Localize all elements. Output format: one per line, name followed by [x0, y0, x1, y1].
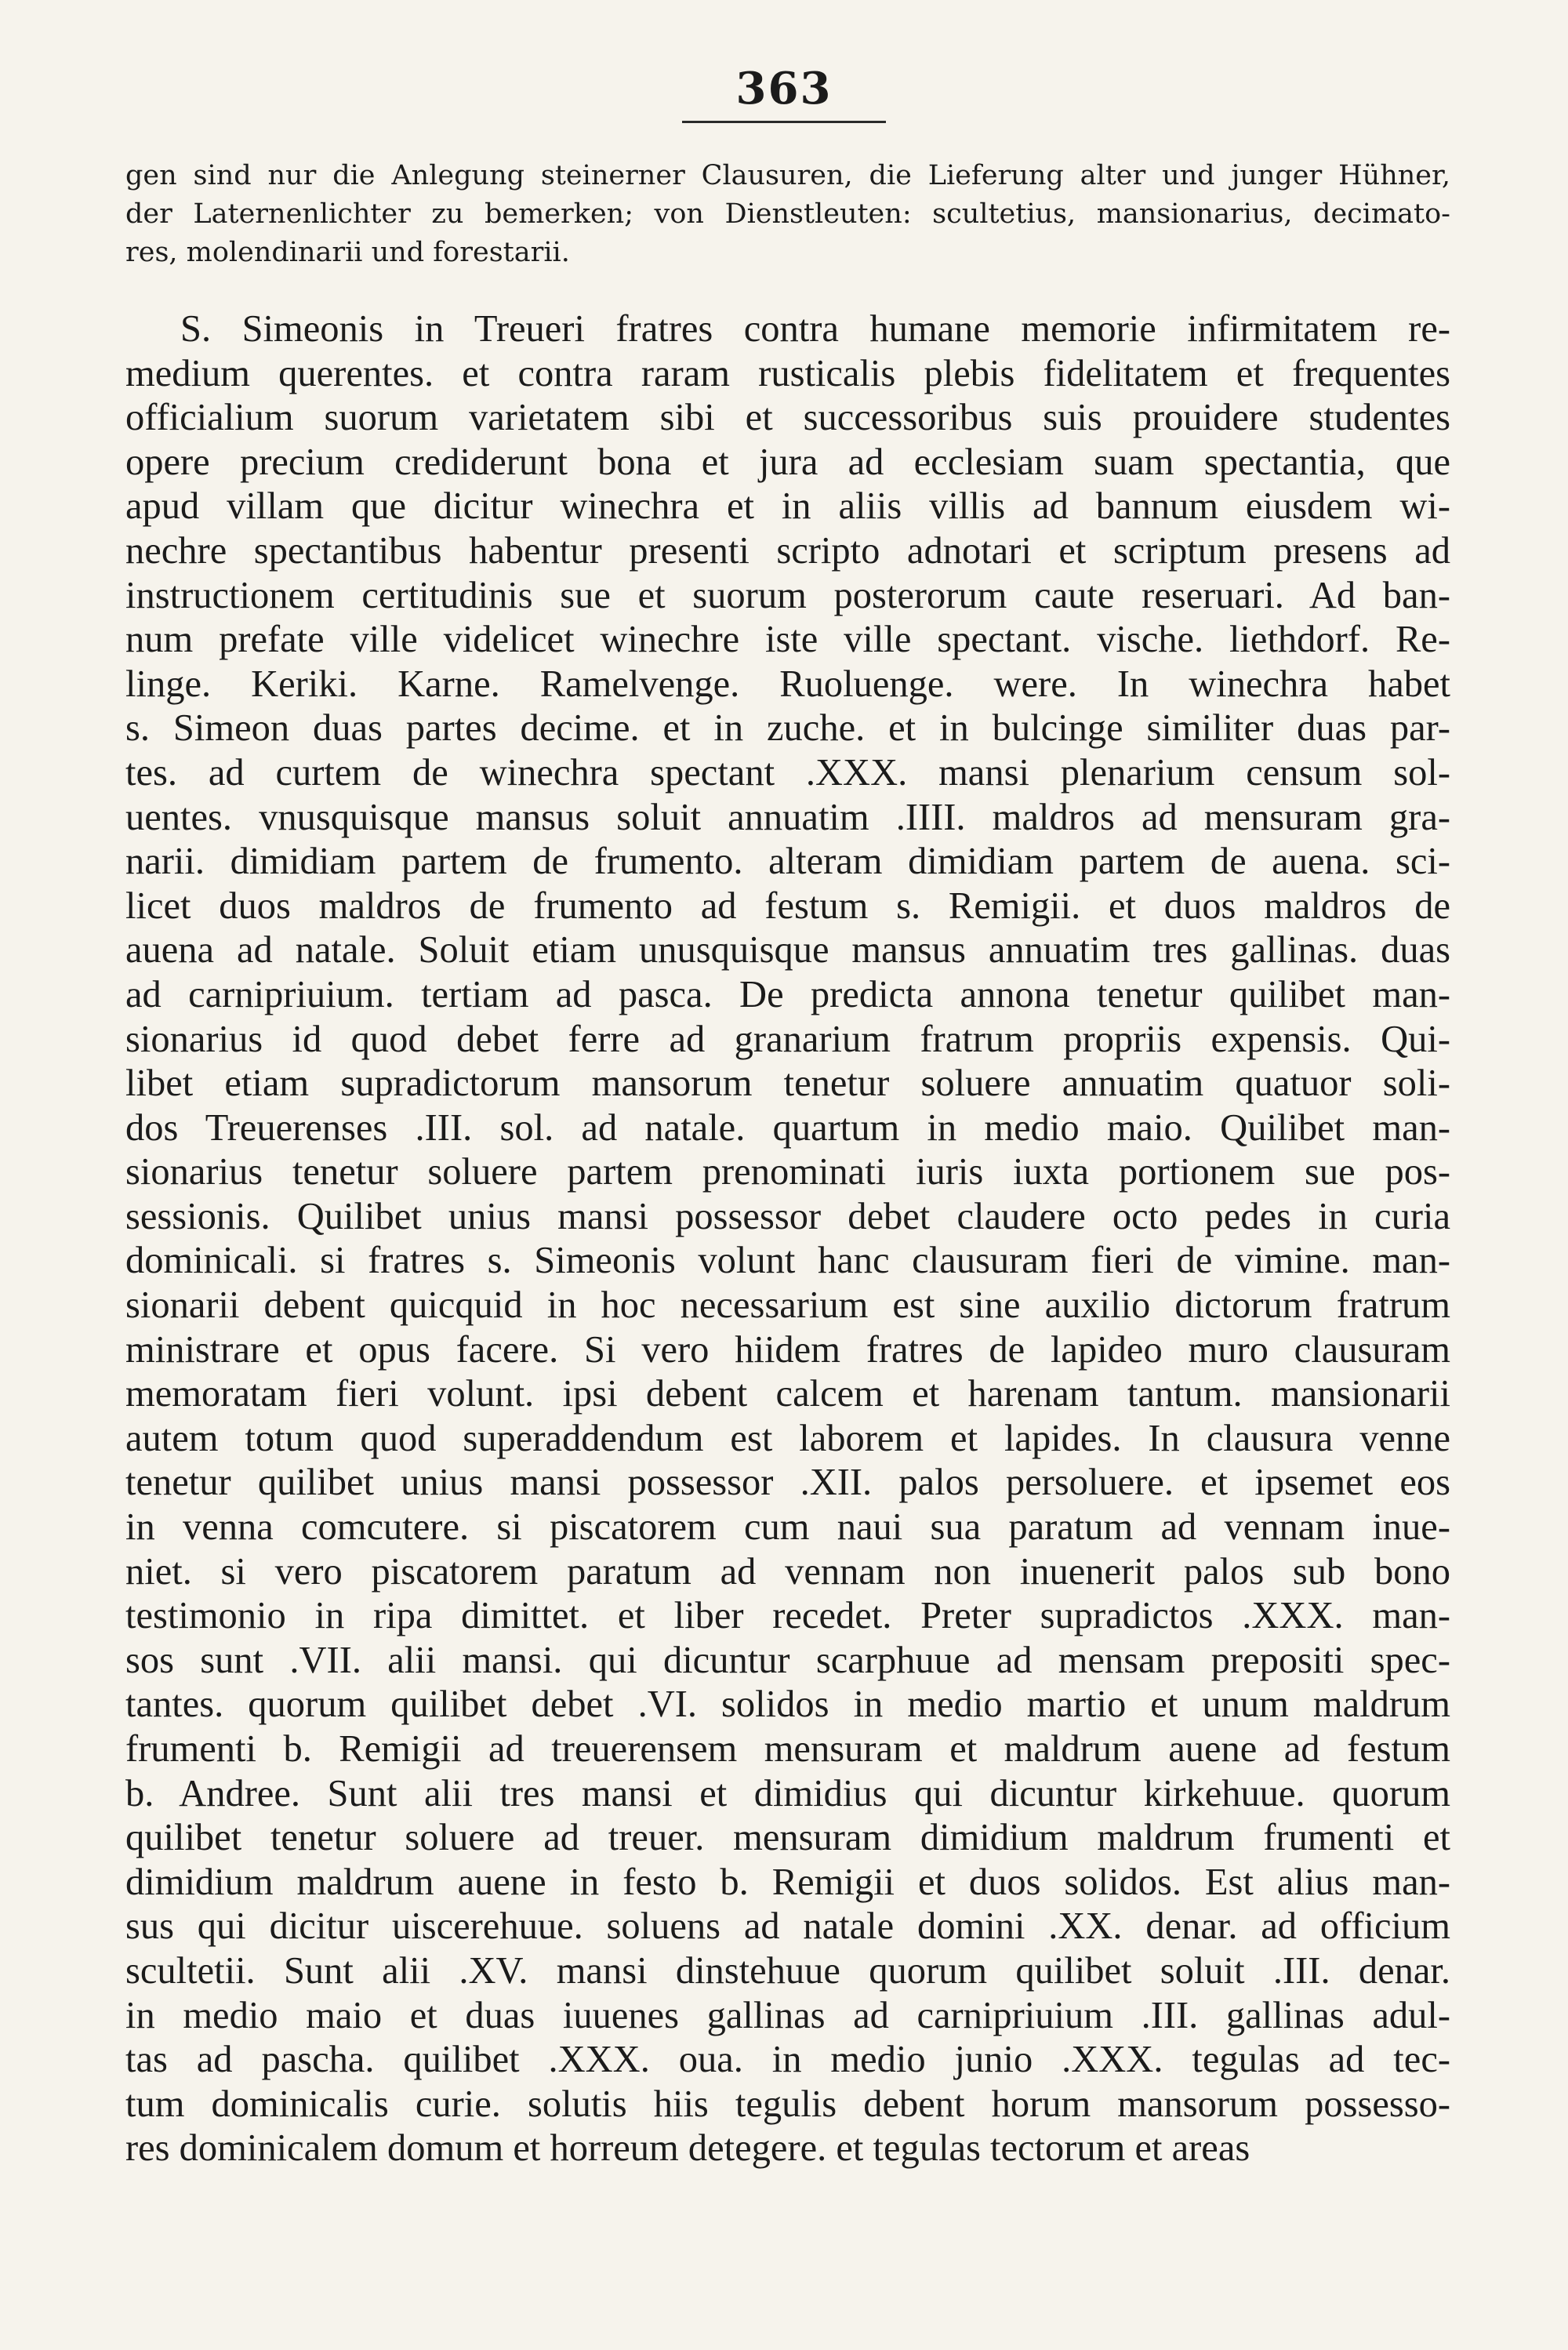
text-line: medium querentes. et contra raram rusticalis plebis fidelitatem et frequentes — [125, 352, 1450, 394]
text-line: quilibet tenetur soluere ad treuer. mensuram dimidium maldrum frumenti et — [125, 1817, 1450, 1859]
text-line: frumenti b. Remigii ad treuerensem mensuram et maldrum auene ad festum — [125, 1728, 1450, 1770]
text-line: ministrare et opus facere. Si vero hiidem fratres de lapideo muro clausuram — [125, 1328, 1450, 1371]
text-line: S. Simeonis in Treueri fratres contra humane memorie infirmitatem re- — [180, 308, 1450, 350]
text-line: opere precium crediderunt bona et jura ad ecclesiam suam spectantia, que — [125, 441, 1450, 483]
text-line: scultetii. Sunt alii .XV. mansi dinstehuue quorum quilibet soluit .III. denar. — [125, 1949, 1450, 1992]
text-line: sessionis. Quilibet unius mansi possessor debet claudere octo pedes in curia — [125, 1195, 1450, 1237]
text-line: tum dominicalis curie. solutis hiis tegulis debent horum mansorum possesso- — [125, 2083, 1450, 2125]
text-line: sos sunt .VII. alii mansi. qui dicuntur scarphuue ad mensam prepositi spec- — [125, 1639, 1450, 1681]
text-line: ad carnipriuium. tertiam ad pasca. De predicta annona tenetur quilibet man- — [125, 973, 1450, 1015]
main-text — [125, 307, 1450, 2171]
text-line: gen sind nur die Anlegung steinerner Clausuren, die Lieferung alter und junger Hühner, — [125, 160, 1450, 191]
text-line: licet duos maldros de frumento ad festum s. Remigii. et duos maldros de — [125, 884, 1450, 927]
text-line: linge. Keriki. Karne. Ramelvenge. Ruoluenge. were. In winechra habet — [125, 663, 1450, 705]
text-line: auena ad natale. Soluit etiam unusquisque mansus annuatim tres gallinas. duas — [125, 929, 1450, 972]
text-line: apud villam que dicitur winechra et in aliis villis ad bannum eiusdem wi- — [125, 485, 1450, 528]
text-line: instructionem certitudinis sue et suorum posterorum caute reseruari. Ad ban- — [125, 574, 1450, 616]
text-line: tas ad pascha. quilibet .XXX. oua. in medio junio .XXX. tegulas ad tec- — [125, 2039, 1450, 2081]
text-line: in venna comcutere. si piscatorem cum naui sua paratum ad vennam inue- — [125, 1506, 1450, 1549]
text-line: tes. ad curtem de winechra spectant .XXX. mansi plenarium censum sol- — [125, 751, 1450, 794]
text-line: dominicali. si fratres s. Simeonis volunt hanc clausuram fieri de vimine. man- — [125, 1240, 1450, 1282]
text-line: dimidium maldrum auene in festo b. Remigii et duos solidos. Est alius man- — [125, 1861, 1450, 1903]
text-line: libet etiam supradictorum mansorum tenetur soluere annuatim quatuor soli- — [125, 1062, 1450, 1105]
text-line: testimonio in ripa dimittet. et liber recedet. Preter supradictos .XXX. man- — [125, 1595, 1450, 1637]
text-line: nechre spectantibus habentur presenti scripto adnotari et scriptum presens ad — [125, 529, 1450, 572]
text-line: narii. dimidiam partem de frumento. alteram dimidiam partem de auena. sci- — [125, 841, 1450, 883]
text-line: sionarii debent quicquid in hoc necessarium est sine auxilio dictorum fratrum — [125, 1284, 1450, 1327]
text-line: num prefate ville videlicet winechre iste ville spectant. vische. liethdorf. Re- — [125, 619, 1450, 661]
text-line: dos Treuerenses .III. sol. ad natale. quartum in medio maio. Quilibet man- — [125, 1106, 1450, 1149]
text-line: uentes. vnusquisque mansus soluit annuatim .IIII. maldros ad mensuram gra- — [125, 796, 1450, 838]
text-line: tenetur quilibet unius mansi possessor .XII. palos persoluere. et ipsemet eos — [125, 1462, 1450, 1504]
text-line: in medio maio et duas iuuenes gallinas ad carnipriuium .III. gallinas adul- — [125, 1994, 1450, 2036]
text-line: memoratam fieri volunt. ipsi debent calcem et harenam tantum. mansionarii — [125, 1373, 1450, 1415]
text-line: autem totum quod superaddendum est laborem et lapides. In clausura venne — [125, 1417, 1450, 1459]
text-line: sionarius id quod debet ferre ad granarium fratrum propriis expensis. Qui- — [125, 1018, 1450, 1060]
text-line: sionarius tenetur soluere partem prenominati iuris iuxta portionem sue pos- — [125, 1151, 1450, 1193]
text-line: niet. si vero piscatorem paratum ad vennam non inuenerit palos sub bono — [125, 1550, 1450, 1593]
text-line: tantes. quorum quilibet debet .VI. solidos in medio martio et unum maldrum — [125, 1684, 1450, 1726]
text-line: sus qui dicitur uiscerehuue. soluens ad natale domini .XX. denar. ad officium — [125, 1905, 1450, 1948]
text-line: b. Andree. Sunt alii tres mansi et dimidius qui dicuntur kirkehuue. quorum — [125, 1772, 1450, 1814]
intro-paragraph — [125, 157, 1450, 272]
text-line: der Laternenlichter zu bemerken; von Dienstleuten: scultetius, mansionarius, decimato- — [125, 198, 1450, 230]
text-line: officialium suorum varietatem sibi et successoribus suis prouidere studentes — [125, 397, 1450, 439]
text-line: res, molendinarii und forestarii. — [125, 237, 570, 268]
text-line: res dominicalem domum et horreum detegere. et tegulas tectorum et areas — [125, 2127, 1250, 2170]
page-number: 363 — [682, 63, 886, 123]
text-line: s. Simeon duas partes decime. et in zuche. et in bulcinge similiter duas par- — [125, 707, 1450, 750]
